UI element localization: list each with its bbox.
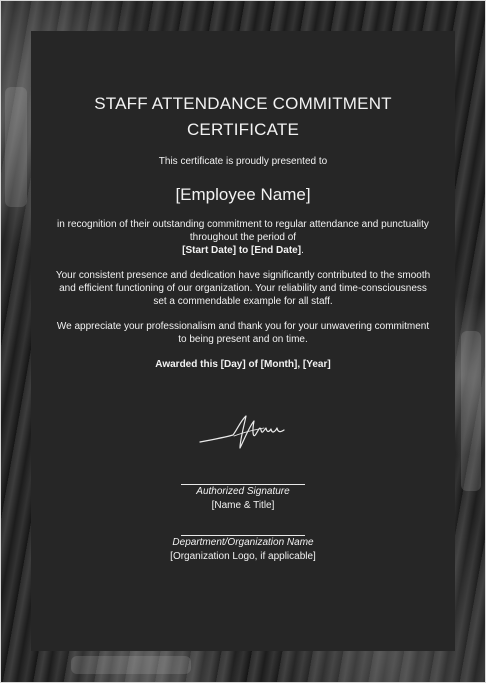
department-label: Department/Organization Name (172, 537, 314, 548)
contribution-paragraph: Your consistent presence and dedication have significantly contributed to the smooth and efficient functioning of our organization. Your reliability and time-consciousness set a commendable example for all staff. (55, 270, 431, 307)
appreciation-paragraph: We appreciate your professionalism and thank you for your unwavering commitment to being present and on time. (56, 321, 430, 345)
period-suffix: . (301, 245, 304, 256)
presented-text: This certificate is proudly presented to (158, 156, 328, 167)
authorized-signature-label: Authorized Signature (196, 486, 290, 497)
recognition-text: in recognition of their outstanding commitment to regular attendance and punctuality throughout the period of (57, 219, 429, 243)
background-photo-detail (461, 331, 481, 491)
recognition-paragraph (55, 218, 431, 257)
background-photo-detail (71, 656, 191, 674)
name-title-placeholder: [Name & Title] (211, 500, 275, 511)
period-text: [Start Date] to [End Date] (182, 245, 302, 256)
certificate-panel (31, 31, 455, 651)
organization-logo-placeholder: [Organization Logo, if applicable] (170, 551, 316, 562)
certificate-title: STAFF ATTENDANCE COMMITMENT CERTIFICATE (94, 94, 392, 139)
signature-icon (198, 412, 288, 452)
employee-name: [Employee Name] (175, 185, 311, 204)
awarded-date: Awarded this [Day] of [Month], [Year] (155, 359, 331, 370)
background-photo-detail (5, 87, 27, 207)
